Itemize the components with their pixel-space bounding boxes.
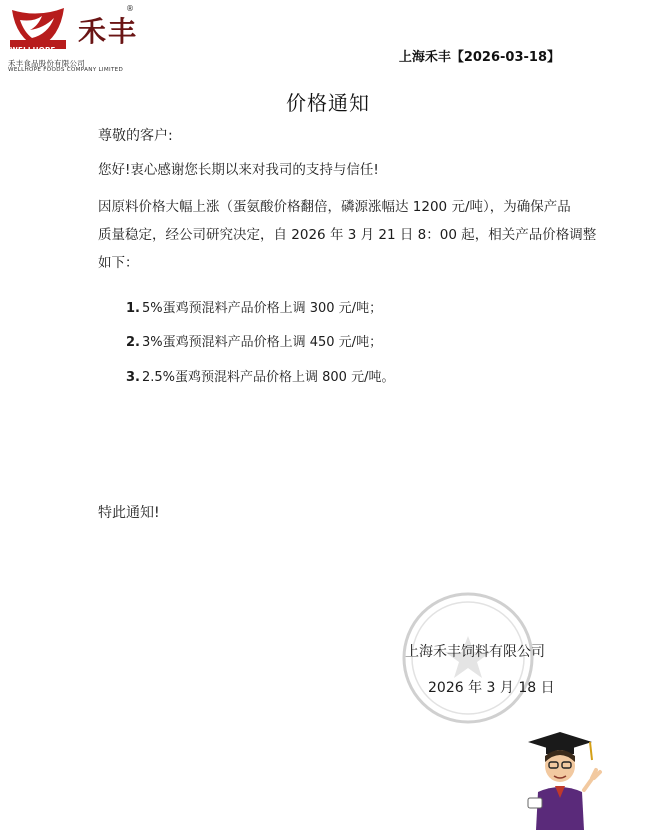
item-text: 2.5%蛋鸡预混料产品价格上调 800 元/吨。 (141, 370, 395, 385)
logo-company-en: WELLHOPE FOODS COMPANY LIMITED (8, 67, 124, 73)
graduate-mascot-icon (508, 726, 612, 830)
item-number: 3. (126, 370, 140, 385)
paragraph-line: 因原料价格大幅上涨（蛋氨酸价格翻倍，磷源涨幅达 1200 元/吨），为确保产品 (98, 199, 571, 215)
greeting: 您好!衷心感谢您长期以来对我司的支持与信任! (98, 162, 379, 178)
registered-mark: ® (126, 4, 134, 13)
item-text: 5%蛋鸡预混料产品价格上调 300 元/吨； (141, 301, 383, 316)
salutation: 尊敬的客户: (98, 128, 173, 144)
document-reference: 上海禾丰【2026-03-18】 (398, 50, 560, 65)
item-number: 1. (126, 301, 140, 316)
company-logo (8, 4, 138, 72)
logo-brand-en: WELLHOPE (10, 46, 56, 54)
price-item (126, 366, 394, 385)
logo-company-cn: 禾丰食品股份有限公司 (8, 59, 85, 68)
paragraph-line: 如下： (98, 255, 139, 271)
price-item (126, 331, 382, 350)
notice-paragraph (98, 193, 597, 277)
logo-brand-cn: 禾丰 (78, 15, 139, 48)
price-item (126, 297, 382, 316)
signature-company: 上海禾丰饲料有限公司 (405, 644, 545, 660)
paragraph-line: 质量稳定，经公司研究决定，自 2026 年 3 月 21 日 8：00 起，相关产品价格调整 (98, 227, 597, 243)
signature-date: 2026 年 3 月 18 日 (428, 680, 555, 696)
bird-logo-icon (8, 4, 68, 50)
item-text: 3%蛋鸡预混料产品价格上调 450 元/吨； (141, 335, 383, 350)
closing-remark: 特此通知! (98, 505, 160, 521)
item-number: 2. (126, 335, 140, 350)
page-title: 价格通知 (286, 91, 370, 115)
